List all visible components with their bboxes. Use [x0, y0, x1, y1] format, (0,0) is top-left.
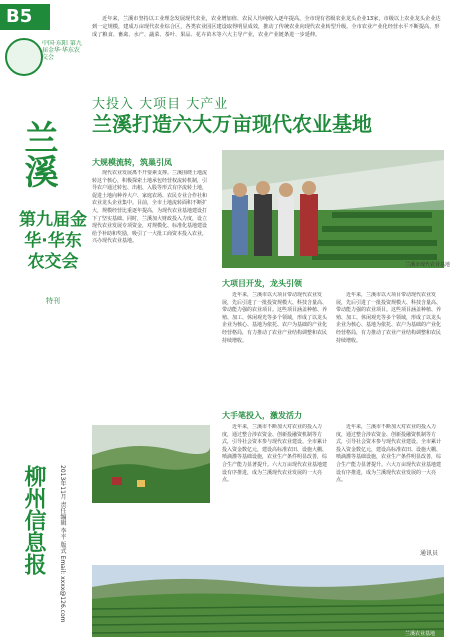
section1-title: 大规模流转，筑巢引凤 — [92, 158, 172, 167]
special-edition: 特刊 — [46, 297, 60, 305]
article-kicker: 大投入 大项目 大产业 — [92, 97, 229, 112]
tea-garden-photo — [92, 425, 210, 503]
author: 通讯员 — [420, 550, 439, 557]
section2-text-b: 近年来，兰溪市以大项目带动现代农业发展，先后引进了一批投资规模大、科技含量高、带动能力强的农业项目。这些项目涵盖种植、养殖、加工、休闲观光等多个领域，形成了以龙头企业为核心、基地为依托、农户为基础的产业化经营格局，有力推动了农业产业结构调整和农民持续增收。 — [336, 292, 442, 344]
page-badge: B5 — [0, 4, 50, 30]
edition-meta: 2013年11月 责任编辑 李平 版式 Email: xxxx@126.com — [59, 465, 66, 623]
logo-text: 中国·东阳 第九届金华·华东农交会 — [42, 40, 82, 61]
section1-text: 现代农业发展离不开要素支撑。兰溪围绕土地流转这个核心，积极探索土地承包经营权流转机制，引导农户通过转包、出租、入股等形式有序流转土地，促进土地向种养大户、家庭农场、农民专业合作社和农业龙头企业集中。目前，全市土地流转面积不断扩大，规模经营比重逐年提高，为现代农业基地建设打下了坚实基础。同时，兰溪加大财政投入力度，设立现代农业发展专项资金，对规模化、标准化基地建设给予补助和奖励，吸引了一大批工商资本投入农业，兴办现代农业基地。 — [92, 170, 208, 245]
farmland-caption: 兰溪农业基地 — [405, 631, 436, 637]
expo-logo-icon — [5, 38, 43, 76]
greenhouse-photo — [222, 150, 444, 268]
sidebar — [0, 0, 86, 640]
section3-text-b: 近年来，兰溪市不断加大对农业的投入力度，通过整合涉农资金、创新投融资机制等方式，引导社会资本参与现代农业建设。全市累计投入资金数亿元，建设高标准农田、设施大棚、喷滴灌等基础设施，农业生产条件明显改善，综合生产能力显著提升。六大万亩现代农业基地建设有序推进，成为兰溪现代农业发展的一大亮点。 — [336, 424, 442, 484]
lanxi-title: 兰溪 — [18, 120, 58, 188]
expo-title: 第九届金华·华东农交会 — [19, 210, 87, 272]
greenhouse-caption: 兰溪市现代农业基地 — [405, 262, 450, 268]
section3-text-a: 近年来，兰溪市不断加大对农业的投入力度，通过整合涉农资金、创新投融资机制等方式，引导社会资本参与现代农业建设。全市累计投入资金数亿元，建设高标准农田、设施大棚、喷滴灌等基础设施，农业生产条件明显改善，综合生产能力显著提升。六大万亩现代农业基地建设有序推进，成为兰溪现代农业发展的一大亮点。 — [222, 424, 328, 484]
newspaper-masthead: 柳州信息报 — [21, 465, 47, 575]
section2-text-a: 近年来，兰溪市以大项目带动现代农业发展，先后引进了一批投资规模大、科技含量高、带动能力强的农业项目。这些项目涵盖种植、养殖、加工、休闲观光等多个领域，形成了以龙头企业为核心、基地为依托、农户为基础的产业化经营格局，有力推动了农业产业结构调整和农民持续增收。 — [222, 292, 328, 344]
section3-title: 大手笔投入，激发活力 — [222, 411, 302, 420]
farmland-photo — [92, 565, 444, 637]
section2-title: 大项目开发，龙头引领 — [222, 279, 302, 288]
intro-paragraph: 近年来，兰溪市坚持以工业理念发展现代农业，农业增加值、农民人均纯收入逐年提高。全市现有省级农业龙头企业13家，市级以上农业龙头企业达到一定规模，建成万亩现代农业综合区，各类农业园区建设取得明显成效，推动了传统农业向现代农业转型升级。全市农业产业化经营水平不断提高，形成了粮食、畜禽、水产、蔬菜、茶叶、果品、花卉苗木等六大主导产业，农业产业链条进一步延伸。 — [92, 16, 441, 38]
article-headline: 兰溪打造六大万亩现代农业基地 — [92, 112, 372, 136]
